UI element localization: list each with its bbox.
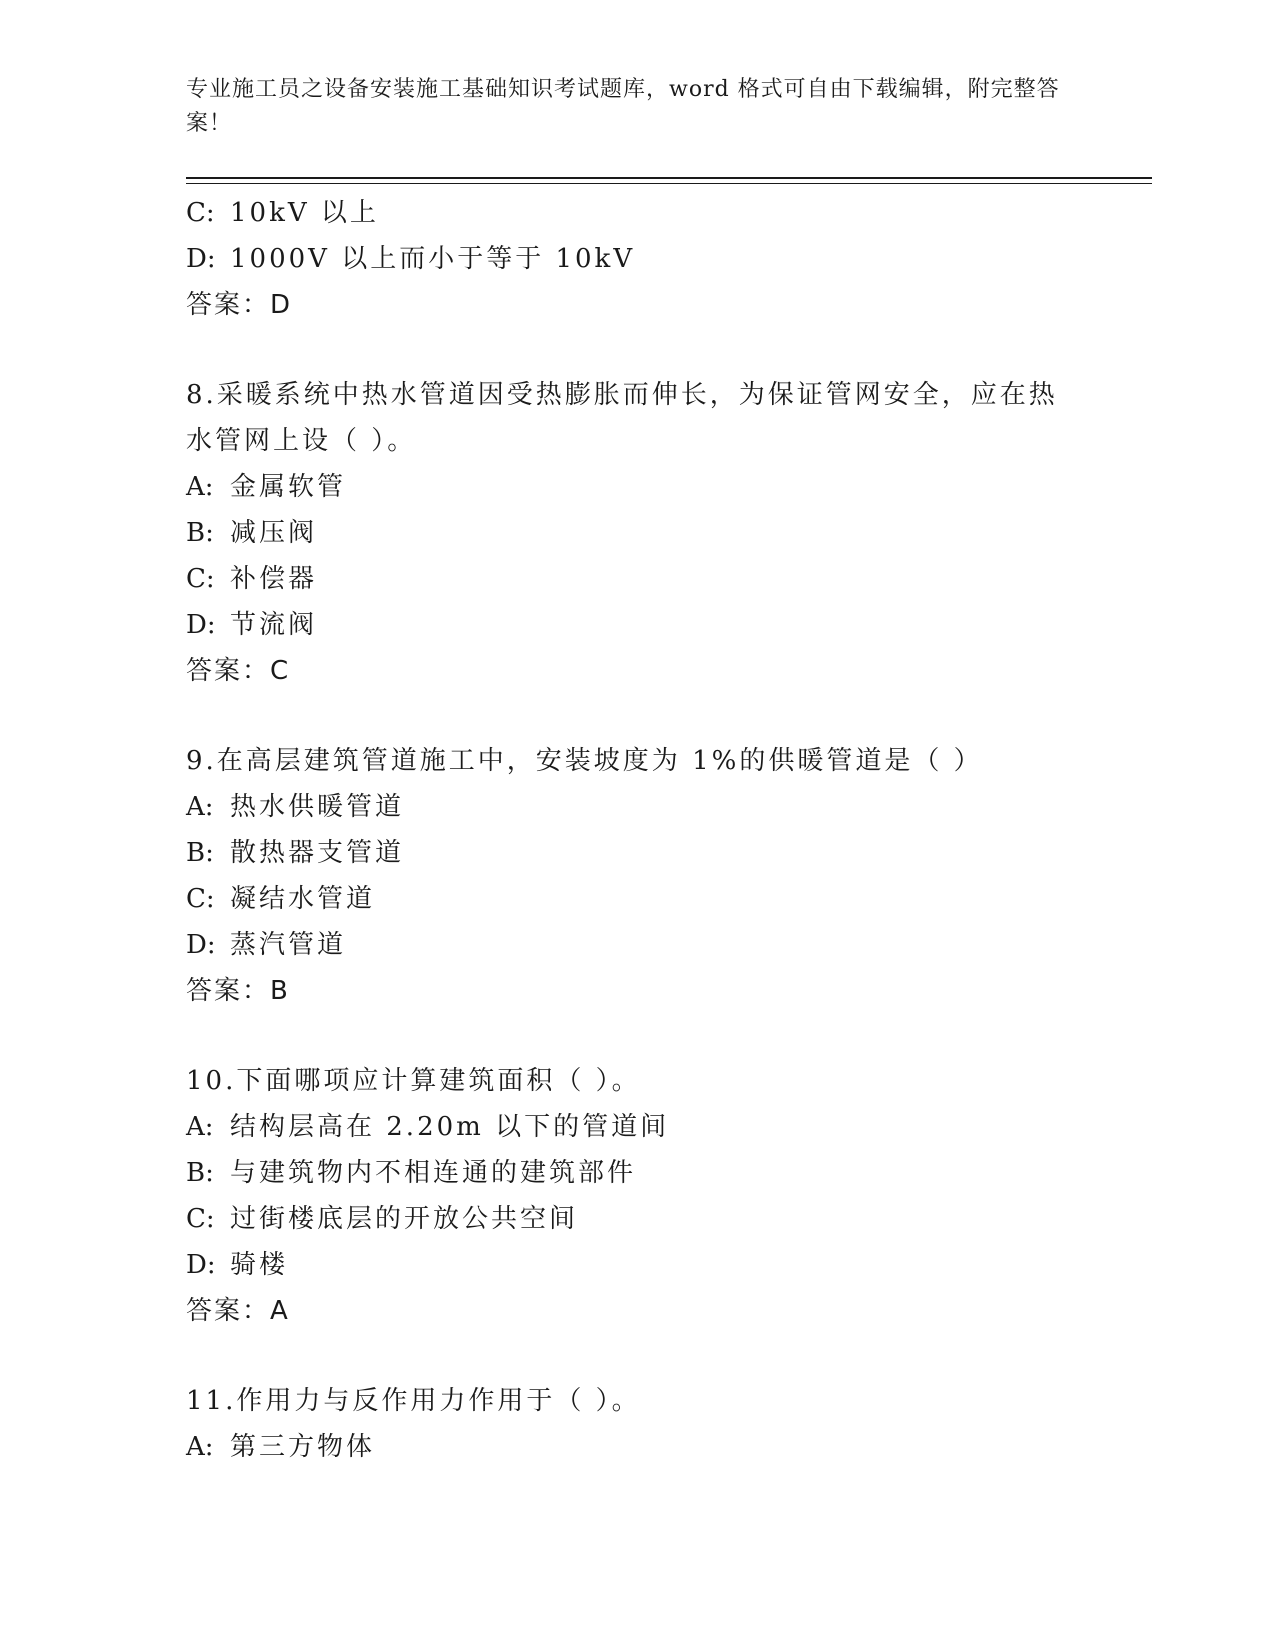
option-label: D: <box>186 244 216 274</box>
option-a <box>186 1104 1076 1150</box>
option-text: 金属软管 <box>230 472 347 502</box>
question-stem: 9.在高层建筑管道施工中，安装坡度为 1%的供暖管道是（ ） <box>186 746 983 776</box>
option-label: D: <box>186 610 216 640</box>
option-d <box>186 922 1076 968</box>
option-c <box>186 556 1076 602</box>
answer-line: 答案：D <box>186 290 293 320</box>
option-text: 补偿器 <box>230 564 318 594</box>
option-d <box>186 1242 1076 1288</box>
option-text: 凝结水管道 <box>230 884 376 914</box>
option-b <box>186 510 1076 556</box>
option-a <box>186 1424 1076 1470</box>
option-d <box>186 236 1076 282</box>
option-label: C: <box>186 198 215 228</box>
option-label: B: <box>186 518 214 548</box>
option-label: C: <box>186 884 215 914</box>
option-label: B: <box>186 838 214 868</box>
option-label: A: <box>186 1432 214 1462</box>
document-header: 专业施工员之设备安装施工基础知识考试题库，word 格式可自由下载编辑，附完整答案！ <box>186 77 1060 136</box>
option-b <box>186 1150 1076 1196</box>
option-text: 节流阀 <box>230 610 318 640</box>
answer-line: 答案：A <box>186 1296 290 1326</box>
option-text: 散热器支管道 <box>230 838 405 868</box>
option-a <box>186 464 1076 510</box>
option-text: 过街楼底层的开放公共空间 <box>230 1204 579 1234</box>
option-d <box>186 602 1076 648</box>
option-c <box>186 190 1076 236</box>
option-label: C: <box>186 564 215 594</box>
header-divider-thin <box>186 183 1152 184</box>
option-label: A: <box>186 1112 214 1142</box>
option-text: 热水供暖管道 <box>230 792 405 822</box>
option-text: 10kV 以上 <box>230 198 379 228</box>
header-divider-thick <box>186 177 1152 179</box>
question-stem: 10.下面哪项应计算建筑面积（ ）。 <box>186 1066 641 1096</box>
option-label: C: <box>186 1204 215 1234</box>
option-c <box>186 1196 1076 1242</box>
option-a <box>186 784 1076 830</box>
answer-line: 答案：C <box>186 656 291 686</box>
option-text: 第三方物体 <box>230 1432 376 1462</box>
option-label: A: <box>186 472 214 502</box>
answer-line: 答案：B <box>186 976 290 1006</box>
option-text: 减压阀 <box>230 518 318 548</box>
option-text: 与建筑物内不相连通的建筑部件 <box>230 1158 637 1188</box>
option-label: D: <box>186 930 216 960</box>
question-stem: 11.作用力与反作用力作用于（ ）。 <box>186 1386 641 1416</box>
question-stem: 8.采暖系统中热水管道因受热膨胀而伸长，为保证管网安全，应在热水管网上设（ ）。 <box>186 380 1058 456</box>
option-b <box>186 830 1076 876</box>
question-content <box>186 190 1076 1470</box>
option-label: D: <box>186 1250 216 1280</box>
option-label: A: <box>186 792 214 822</box>
option-text: 结构层高在 2.20m 以下的管道间 <box>230 1112 670 1142</box>
option-text: 骑楼 <box>230 1250 289 1280</box>
option-label: B: <box>186 1158 214 1188</box>
option-c <box>186 876 1076 922</box>
option-text: 蒸汽管道 <box>230 930 347 960</box>
option-text: 1000V 以上而小于等于 10kV <box>230 244 636 274</box>
